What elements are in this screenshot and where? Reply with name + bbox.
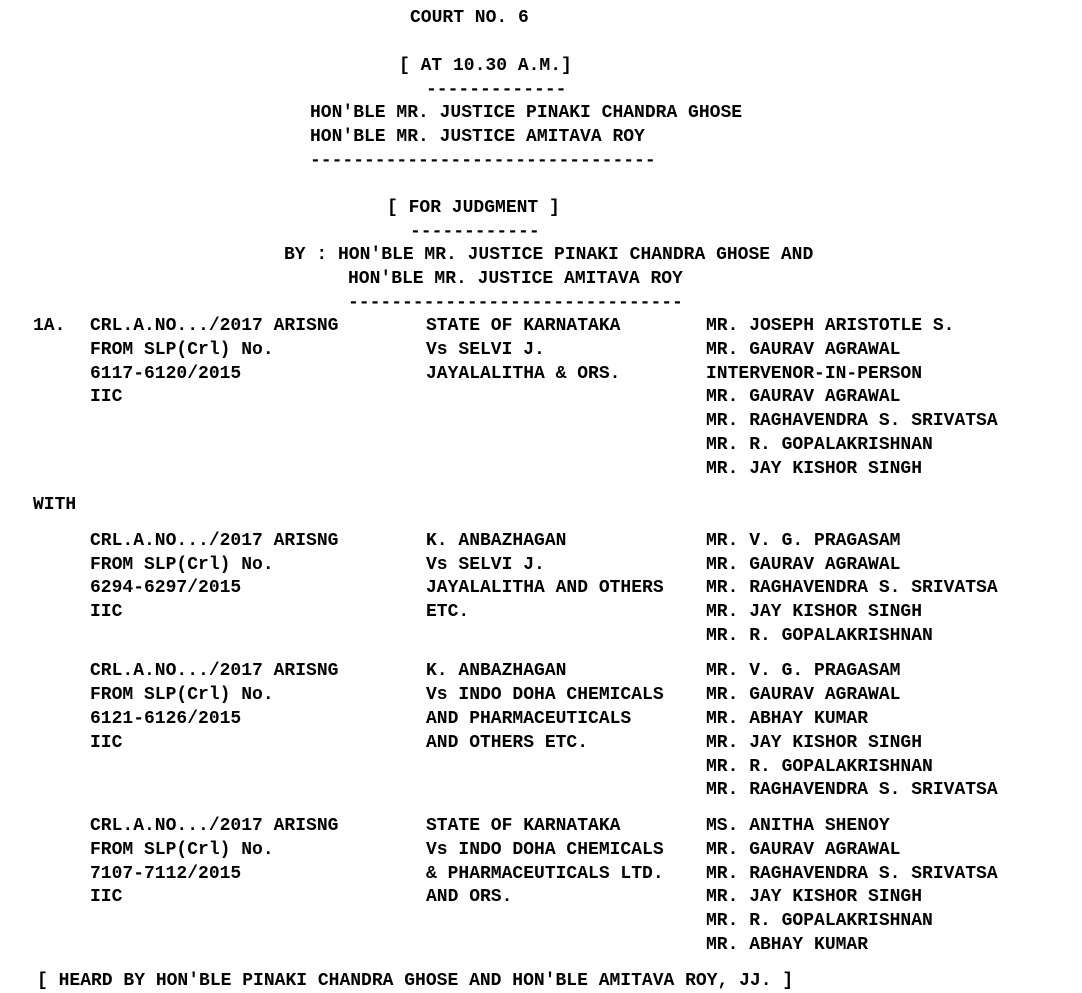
case-line: IIC bbox=[90, 887, 123, 907]
advocate-line: MR. RAGHAVENDRA S. SRIVATSA bbox=[706, 780, 998, 800]
advocate-line: INTERVENOR-IN-PERSON bbox=[706, 364, 923, 384]
advocate-line: MR. GAURAV AGRAWAL bbox=[706, 555, 901, 575]
bench-judge-2: HON'BLE MR. JUSTICE AMITAVA ROY bbox=[310, 127, 645, 147]
bench-underline: -------------------------------- bbox=[310, 151, 656, 171]
party-line: AND OTHERS ETC. bbox=[426, 733, 589, 753]
party-line: AND ORS. bbox=[426, 887, 513, 907]
judgment-by-line-1: BY : HON'BLE MR. JUSTICE PINAKI CHANDRA GHOSE AND bbox=[284, 245, 814, 265]
advocate-line: MR. RAGHAVENDRA S. SRIVATSA bbox=[706, 411, 998, 431]
advocate-line: MR. JAY KISHOR SINGH bbox=[706, 887, 923, 907]
advocate-line: MR. GAURAV AGRAWAL bbox=[706, 685, 901, 705]
case-line: IIC bbox=[90, 733, 123, 753]
advocate-line: MR. R. GOPALAKRISHNAN bbox=[706, 911, 933, 931]
case-line: 6294-6297/2015 bbox=[90, 578, 242, 598]
advocate-line: MR. R. GOPALAKRISHNAN bbox=[706, 757, 933, 777]
advocate-line: MR. GAURAV AGRAWAL bbox=[706, 840, 901, 860]
party-line: & PHARMACEUTICALS LTD. bbox=[426, 864, 664, 884]
party-line: AND PHARMACEUTICALS bbox=[426, 709, 632, 729]
case-line: IIC bbox=[90, 387, 123, 407]
with-label: WITH bbox=[33, 495, 77, 515]
case-line: FROM SLP(Crl) No. bbox=[90, 685, 274, 705]
party-line: Vs SELVI J. bbox=[426, 340, 545, 360]
advocate-line: MR. V. G. PRAGASAM bbox=[706, 661, 901, 681]
advocate-line: MR. RAGHAVENDRA S. SRIVATSA bbox=[706, 864, 998, 884]
listing-purpose: [ FOR JUDGMENT ] bbox=[387, 198, 560, 218]
party-line: JAYALALITHA AND OTHERS bbox=[426, 578, 664, 598]
judgment-by-line-2: HON'BLE MR. JUSTICE AMITAVA ROY bbox=[348, 269, 683, 289]
advocate-line: MR. JAY KISHOR SINGH bbox=[706, 459, 923, 479]
bench-judge-1: HON'BLE MR. JUSTICE PINAKI CHANDRA GHOSE bbox=[310, 103, 743, 123]
party-line: JAYALALITHA & ORS. bbox=[426, 364, 621, 384]
sitting-time: [ AT 10.30 A.M.] bbox=[399, 56, 572, 76]
party-line: Vs INDO DOHA CHEMICALS bbox=[426, 685, 664, 705]
time-underline: ------------- bbox=[426, 80, 567, 100]
advocate-line: MR. JAY KISHOR SINGH bbox=[706, 602, 923, 622]
advocate-line: MR. JAY KISHOR SINGH bbox=[706, 733, 923, 753]
advocate-line: MR. RAGHAVENDRA S. SRIVATSA bbox=[706, 578, 998, 598]
case-line: CRL.A.NO.../2017 ARISNG bbox=[90, 661, 339, 681]
case-line: FROM SLP(Crl) No. bbox=[90, 840, 274, 860]
court-number: COURT NO. 6 bbox=[410, 8, 529, 28]
advocate-line: MR. JOSEPH ARISTOTLE S. bbox=[706, 316, 955, 336]
party-line: STATE OF KARNATAKA bbox=[426, 816, 621, 836]
case-line: 7107-7112/2015 bbox=[90, 864, 242, 884]
advocate-line: MR. GAURAV AGRAWAL bbox=[706, 340, 901, 360]
advocate-line: MS. ANITHA SHENOY bbox=[706, 816, 890, 836]
advocate-line: MR. V. G. PRAGASAM bbox=[706, 531, 901, 551]
advocate-line: MR. R. GOPALAKRISHNAN bbox=[706, 435, 933, 455]
advocate-line: MR. R. GOPALAKRISHNAN bbox=[706, 626, 933, 646]
case-line: FROM SLP(Crl) No. bbox=[90, 555, 274, 575]
item-number: 1A. bbox=[33, 316, 66, 336]
purpose-underline: ------------ bbox=[410, 222, 540, 242]
case-line: CRL.A.NO.../2017 ARISNG bbox=[90, 531, 339, 551]
advocate-line: MR. GAURAV AGRAWAL bbox=[706, 387, 901, 407]
judgment-by-underline: ------------------------------- bbox=[348, 293, 683, 313]
case-line: IIC bbox=[90, 602, 123, 622]
party-line: Vs SELVI J. bbox=[426, 555, 545, 575]
heard-by-note: [ HEARD BY HON'BLE PINAKI CHANDRA GHOSE AND HON'BLE AMITAVA ROY, JJ. ] bbox=[37, 971, 794, 991]
advocate-line: MR. ABHAY KUMAR bbox=[706, 935, 869, 955]
case-line: CRL.A.NO.../2017 ARISNG bbox=[90, 816, 339, 836]
case-line: CRL.A.NO.../2017 ARISNG bbox=[90, 316, 339, 336]
case-line: 6121-6126/2015 bbox=[90, 709, 242, 729]
advocate-line: MR. ABHAY KUMAR bbox=[706, 709, 869, 729]
party-line: Vs INDO DOHA CHEMICALS bbox=[426, 840, 664, 860]
case-line: 6117-6120/2015 bbox=[90, 364, 242, 384]
case-line: FROM SLP(Crl) No. bbox=[90, 340, 274, 360]
party-line: STATE OF KARNATAKA bbox=[426, 316, 621, 336]
party-line: K. ANBAZHAGAN bbox=[426, 531, 567, 551]
party-line: K. ANBAZHAGAN bbox=[426, 661, 567, 681]
party-line: ETC. bbox=[426, 602, 470, 622]
